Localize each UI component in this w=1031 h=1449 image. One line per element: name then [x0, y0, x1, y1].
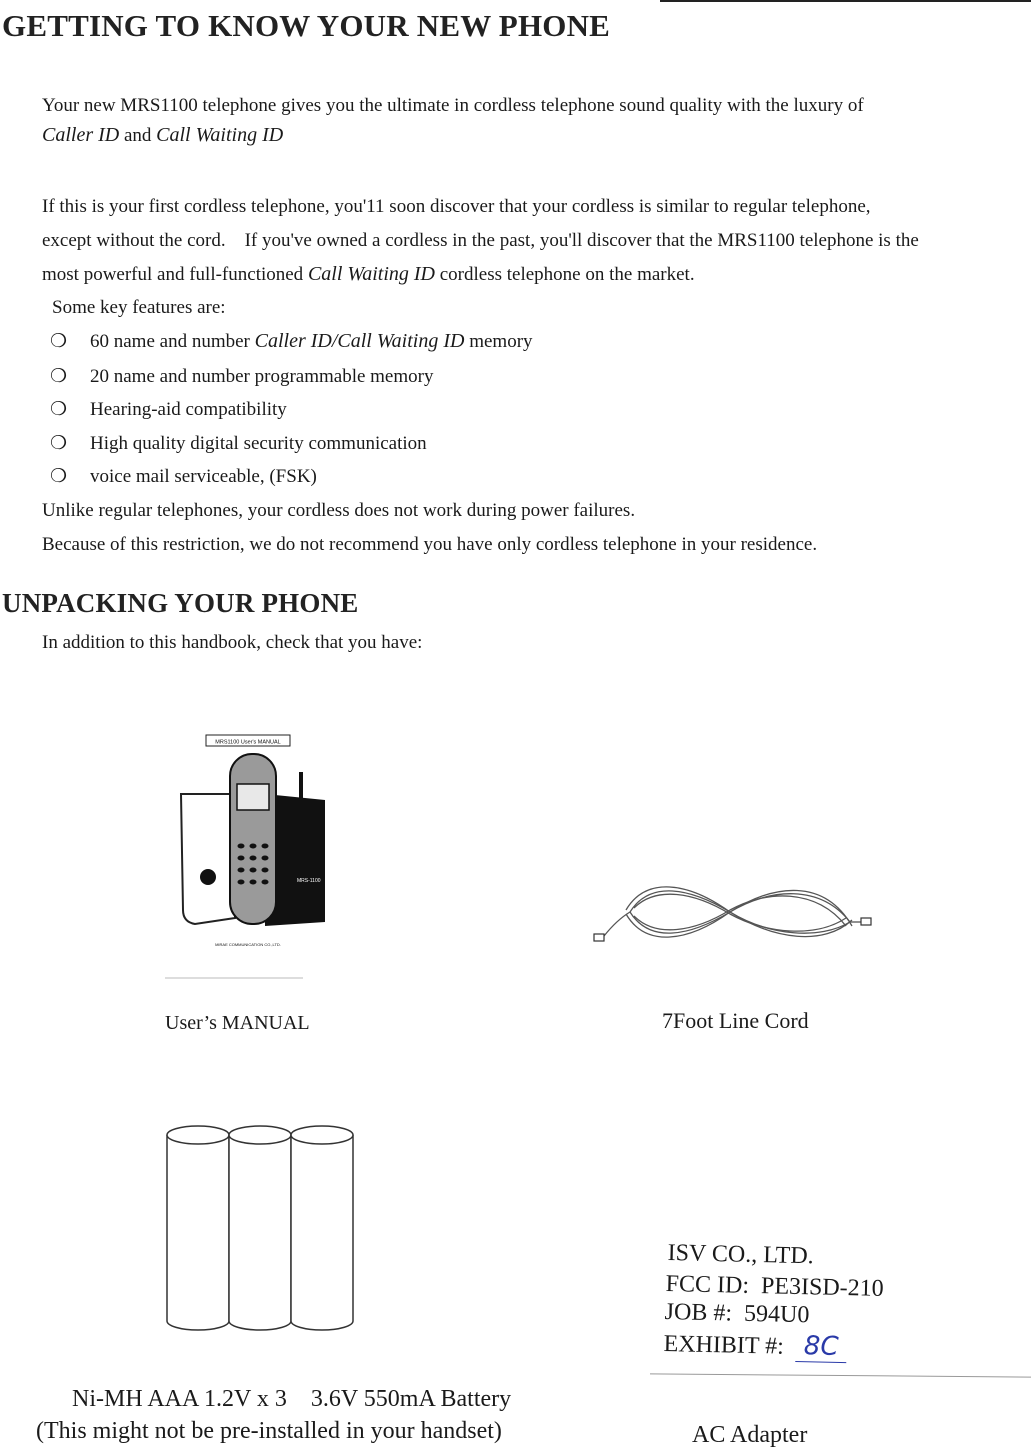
feature-text: 20 name and number programmable memory: [90, 366, 434, 387]
phone-base-left: [181, 794, 235, 924]
and-word: and: [119, 125, 157, 146]
section-title-unpacking: UNPACKING YOUR PHONE: [2, 588, 359, 618]
stamp-fcc-id: FCC ID: PE3ISD-210: [665, 1271, 884, 1302]
feature-item-security: [50, 432, 427, 455]
battery-image: [160, 1115, 360, 1345]
unpacking-intro: In addition to this handbook, check that you have:: [42, 632, 423, 653]
caption-line-cord: 7Foot Line Cord: [662, 1008, 809, 1033]
feature-text: voice mail serviceable, (FSK): [90, 466, 317, 487]
feature-item-caller-id-memory: [50, 330, 533, 353]
bullet-icon: ❍: [50, 466, 68, 487]
stamp-rule: [650, 1373, 1031, 1377]
feature-text: memory: [464, 331, 533, 352]
bullet-icon: ❍: [50, 331, 68, 352]
intro-line-2: [42, 124, 283, 147]
feature-text: 60 name and number: [90, 331, 255, 352]
battery-cell: [291, 1135, 353, 1330]
feature-text: Hearing-aid compatibility: [90, 399, 287, 420]
section-title-getting-to-know: GETTING TO KNOW YOUR NEW PHONE: [2, 8, 611, 43]
stamp-exhibit: [663, 1328, 847, 1362]
caller-id-term: Caller ID: [42, 124, 120, 146]
para-line-1: If this is your first cordless telephone, you'11 soon discover that your cordless is similar to regular telephone,: [42, 196, 871, 217]
feature-item-hearing-aid: [50, 398, 287, 421]
feature-text: High quality digital security communication: [90, 433, 427, 454]
battery-cell: [167, 1135, 229, 1330]
intro-line-1: Your new MRS1100 telephone gives you the ultimate in cordless telephone sound quality with the luxury of: [42, 95, 864, 116]
bullet-icon: ❍: [50, 433, 68, 454]
battery-top: [229, 1126, 291, 1144]
call-waiting-id-term: Call Waiting ID: [156, 124, 284, 146]
line-cord-image: [590, 878, 875, 958]
plug-right-icon: [861, 918, 871, 925]
cord-loop: [630, 891, 850, 933]
cord-tail: [604, 912, 630, 936]
manual-cover-title: MRS1100 User's MANUAL: [215, 739, 281, 746]
feature-item-voice-mail: [50, 465, 317, 488]
top-rule: [660, 0, 1031, 2]
para-line-3: [42, 263, 695, 286]
power-failure-note: Unlike regular telephones, your cordless does not work during power failures.: [42, 500, 636, 521]
cord-loop: [634, 894, 846, 931]
battery-cell: [229, 1135, 291, 1330]
handset-display: [237, 784, 269, 810]
stamp-company: ISV CO., LTD.: [667, 1240, 814, 1270]
caption-battery-note: (This might not be pre-installed in your handset): [36, 1418, 502, 1444]
cord-loop: [634, 896, 846, 930]
para-line-3-end: cordless telephone on the market.: [435, 264, 695, 285]
cord-loop: [630, 894, 850, 933]
manual-cover-model: MRS-1100: [297, 878, 321, 884]
caption-ac-adapter: AC Adapter: [692, 1422, 808, 1448]
battery-top: [291, 1126, 353, 1144]
features-intro: Some key features are:: [52, 297, 226, 318]
manual-cover-brand: MIRAE COMMUNICATION CO.,LTD.: [215, 942, 281, 947]
plug-left-icon: [594, 934, 604, 941]
cord-loop: [626, 890, 852, 937]
call-waiting-id-term: Call Waiting ID: [307, 263, 435, 285]
para-line-3-start: most powerful and full-functioned: [42, 264, 308, 285]
restriction-note: Because of this restriction, we do not recommend you have only cordless telephone in your residence.: [42, 534, 818, 555]
handset-icon: [230, 754, 276, 924]
feature-term: Caller ID/Call Waiting ID: [254, 330, 465, 352]
manual-cover-image: [175, 722, 340, 982]
bullet-icon: ❍: [50, 366, 68, 387]
bullet-icon: ❍: [50, 399, 68, 420]
feature-item-programmable-memory: [50, 365, 433, 388]
stamp-job-number: JOB #: 594U0: [664, 1299, 810, 1329]
caption-users-manual: User’s MANUAL: [165, 1012, 310, 1034]
battery-top: [167, 1126, 229, 1144]
exhibit-number-handwritten: 8C: [795, 1331, 846, 1363]
exhibit-label: EXHIBIT #:: [663, 1330, 797, 1360]
para-line-2: except without the cord. If you've owned a cordless in the past, you'll discover that the MRS1100 telephone is the: [42, 230, 919, 251]
caption-battery: Ni-MH AAA 1.2V x 3 3.6V 550mA Battery: [72, 1386, 512, 1412]
base-button-icon: [200, 869, 216, 885]
